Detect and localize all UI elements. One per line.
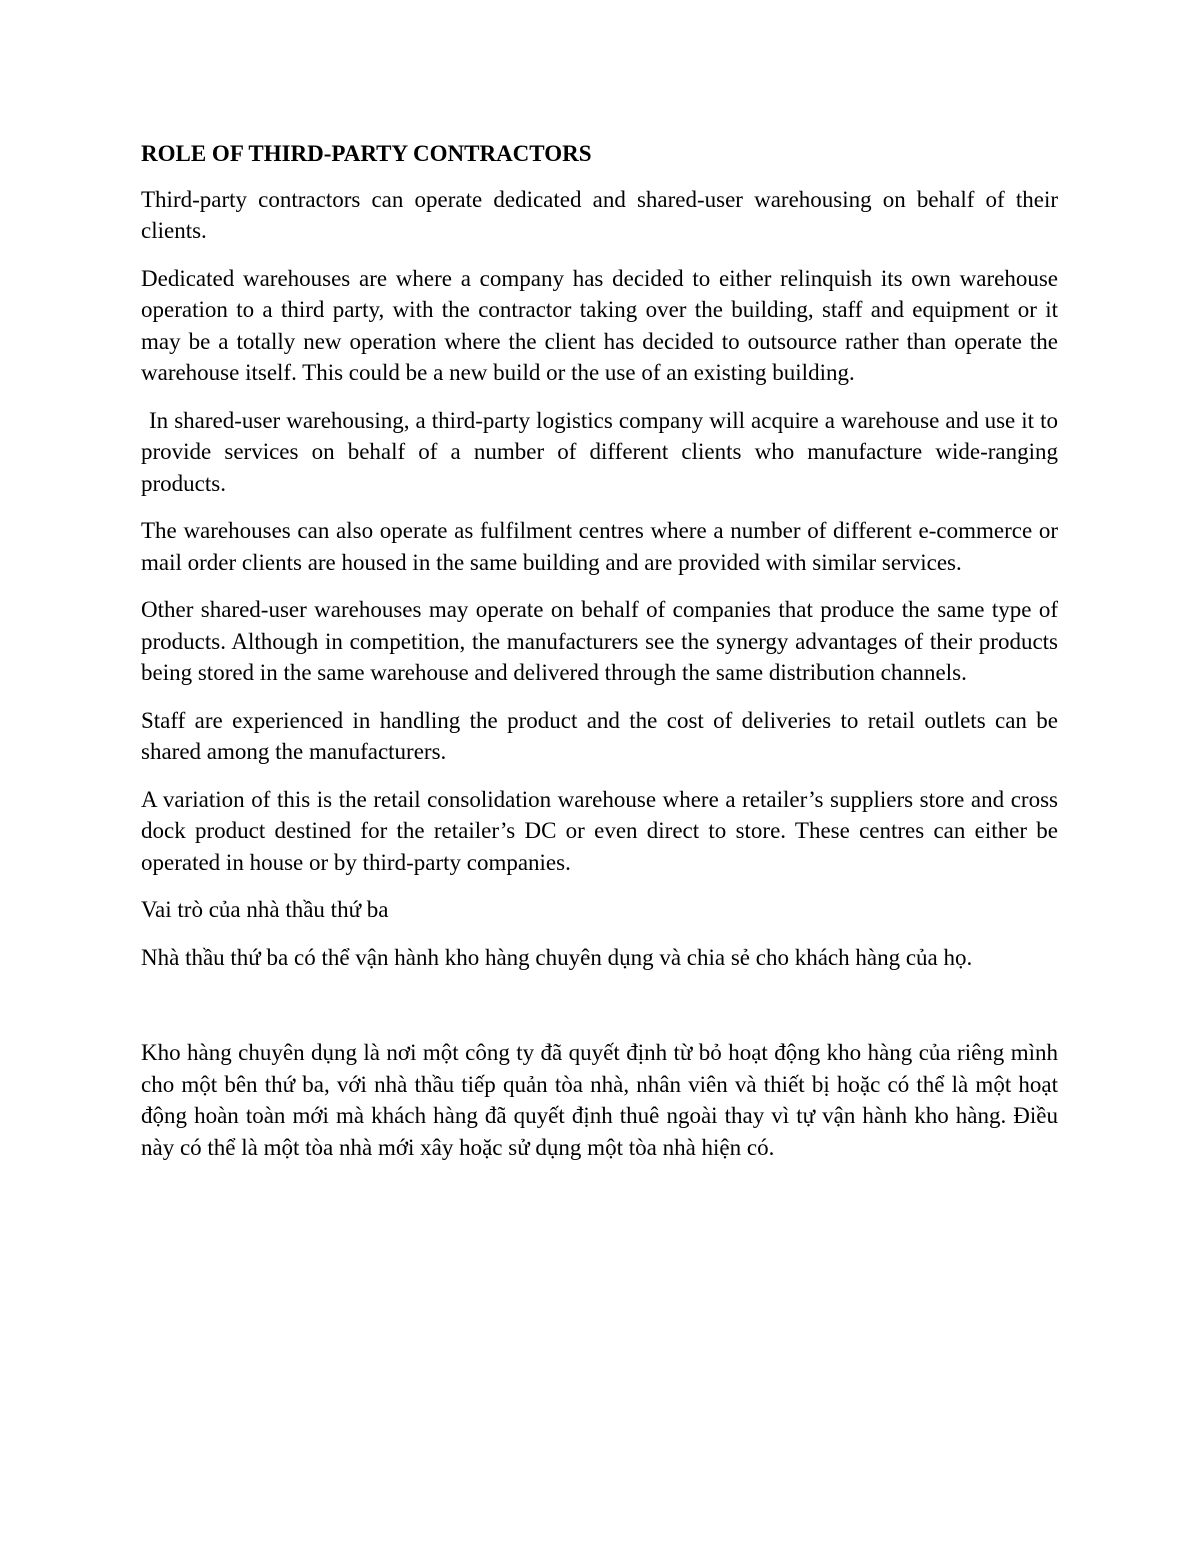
paragraph-staff: Staff are experienced in handling the product and the cost of deliveries to retail outlets can be shared among the manufacturers.	[141, 707, 1058, 764]
paragraph-fulfilment-centres: The warehouses can also operate as fulfilment centres where a number of different e-commerce or mail order clients are housed in the same building and are provided with similar services.	[141, 518, 1058, 575]
paragraph-shared-user: In shared-user warehousing, a third-party logistics company will acquire a warehouse and use it to provide services on behalf of a number of different clients who manufacture wide-ranging products.	[141, 407, 1058, 496]
paragraph-dedicated-warehouses: Dedicated warehouses are where a company has decided to either relinquish its own warehouse operation to a third party, with the contractor taking over the building, staff and equipment or it may be a totally new operation where the client has decided to outsource rather than operate the warehouse itself. This could be a new build or the use of an existing building.	[141, 265, 1058, 385]
paragraph-intro: Third-party contractors can operate dedicated and shared-user warehousing on behalf of their clients.	[141, 186, 1058, 243]
document-body	[141, 138, 1058, 1179]
vietnamese-paragraph-dedicated: Kho hàng chuyên dụng là nơi một công ty đã quyết định từ bỏ hoạt động kho hàng của riêng mình cho một bên thứ ba, với nhà thầu tiếp quản tòa nhà, nhân viên và thiết bị hoặc có thể là một hoạt động hoàn toàn mới mà khách hàng đã quyết định thuê ngoài thay vì tự vận hành kho hàng. Điều này có thể là một tòa nhà mới xây hoặc sử dụng một tòa nhà hiện có.	[141, 1040, 1058, 1160]
vietnamese-paragraph-intro: Nhà thầu thứ ba có thể vận hành kho hàng chuyên dụng và chia sẻ cho khách hàng của họ.	[141, 944, 973, 970]
document-heading: ROLE OF THIRD-PARTY CONTRACTORS	[141, 141, 592, 166]
paragraph-retail-consolidation: A variation of this is the retail consolidation warehouse where a retailer’s suppliers store and cross dock product destined for the retailer’s DC or even direct to store. These centres can either be operated in house or by third-party companies.	[141, 786, 1058, 875]
paragraph-other-shared-user: Other shared-user warehouses may operate on behalf of companies that produce the same type of products. Although in competition, the manufacturers see the synergy advantages of their products being stored in the same warehouse and delivered through the same distribution channels.	[141, 597, 1058, 685]
blank-line	[141, 989, 1058, 1037]
vietnamese-heading: Vai trò của nhà thầu thứ ba	[141, 897, 389, 922]
